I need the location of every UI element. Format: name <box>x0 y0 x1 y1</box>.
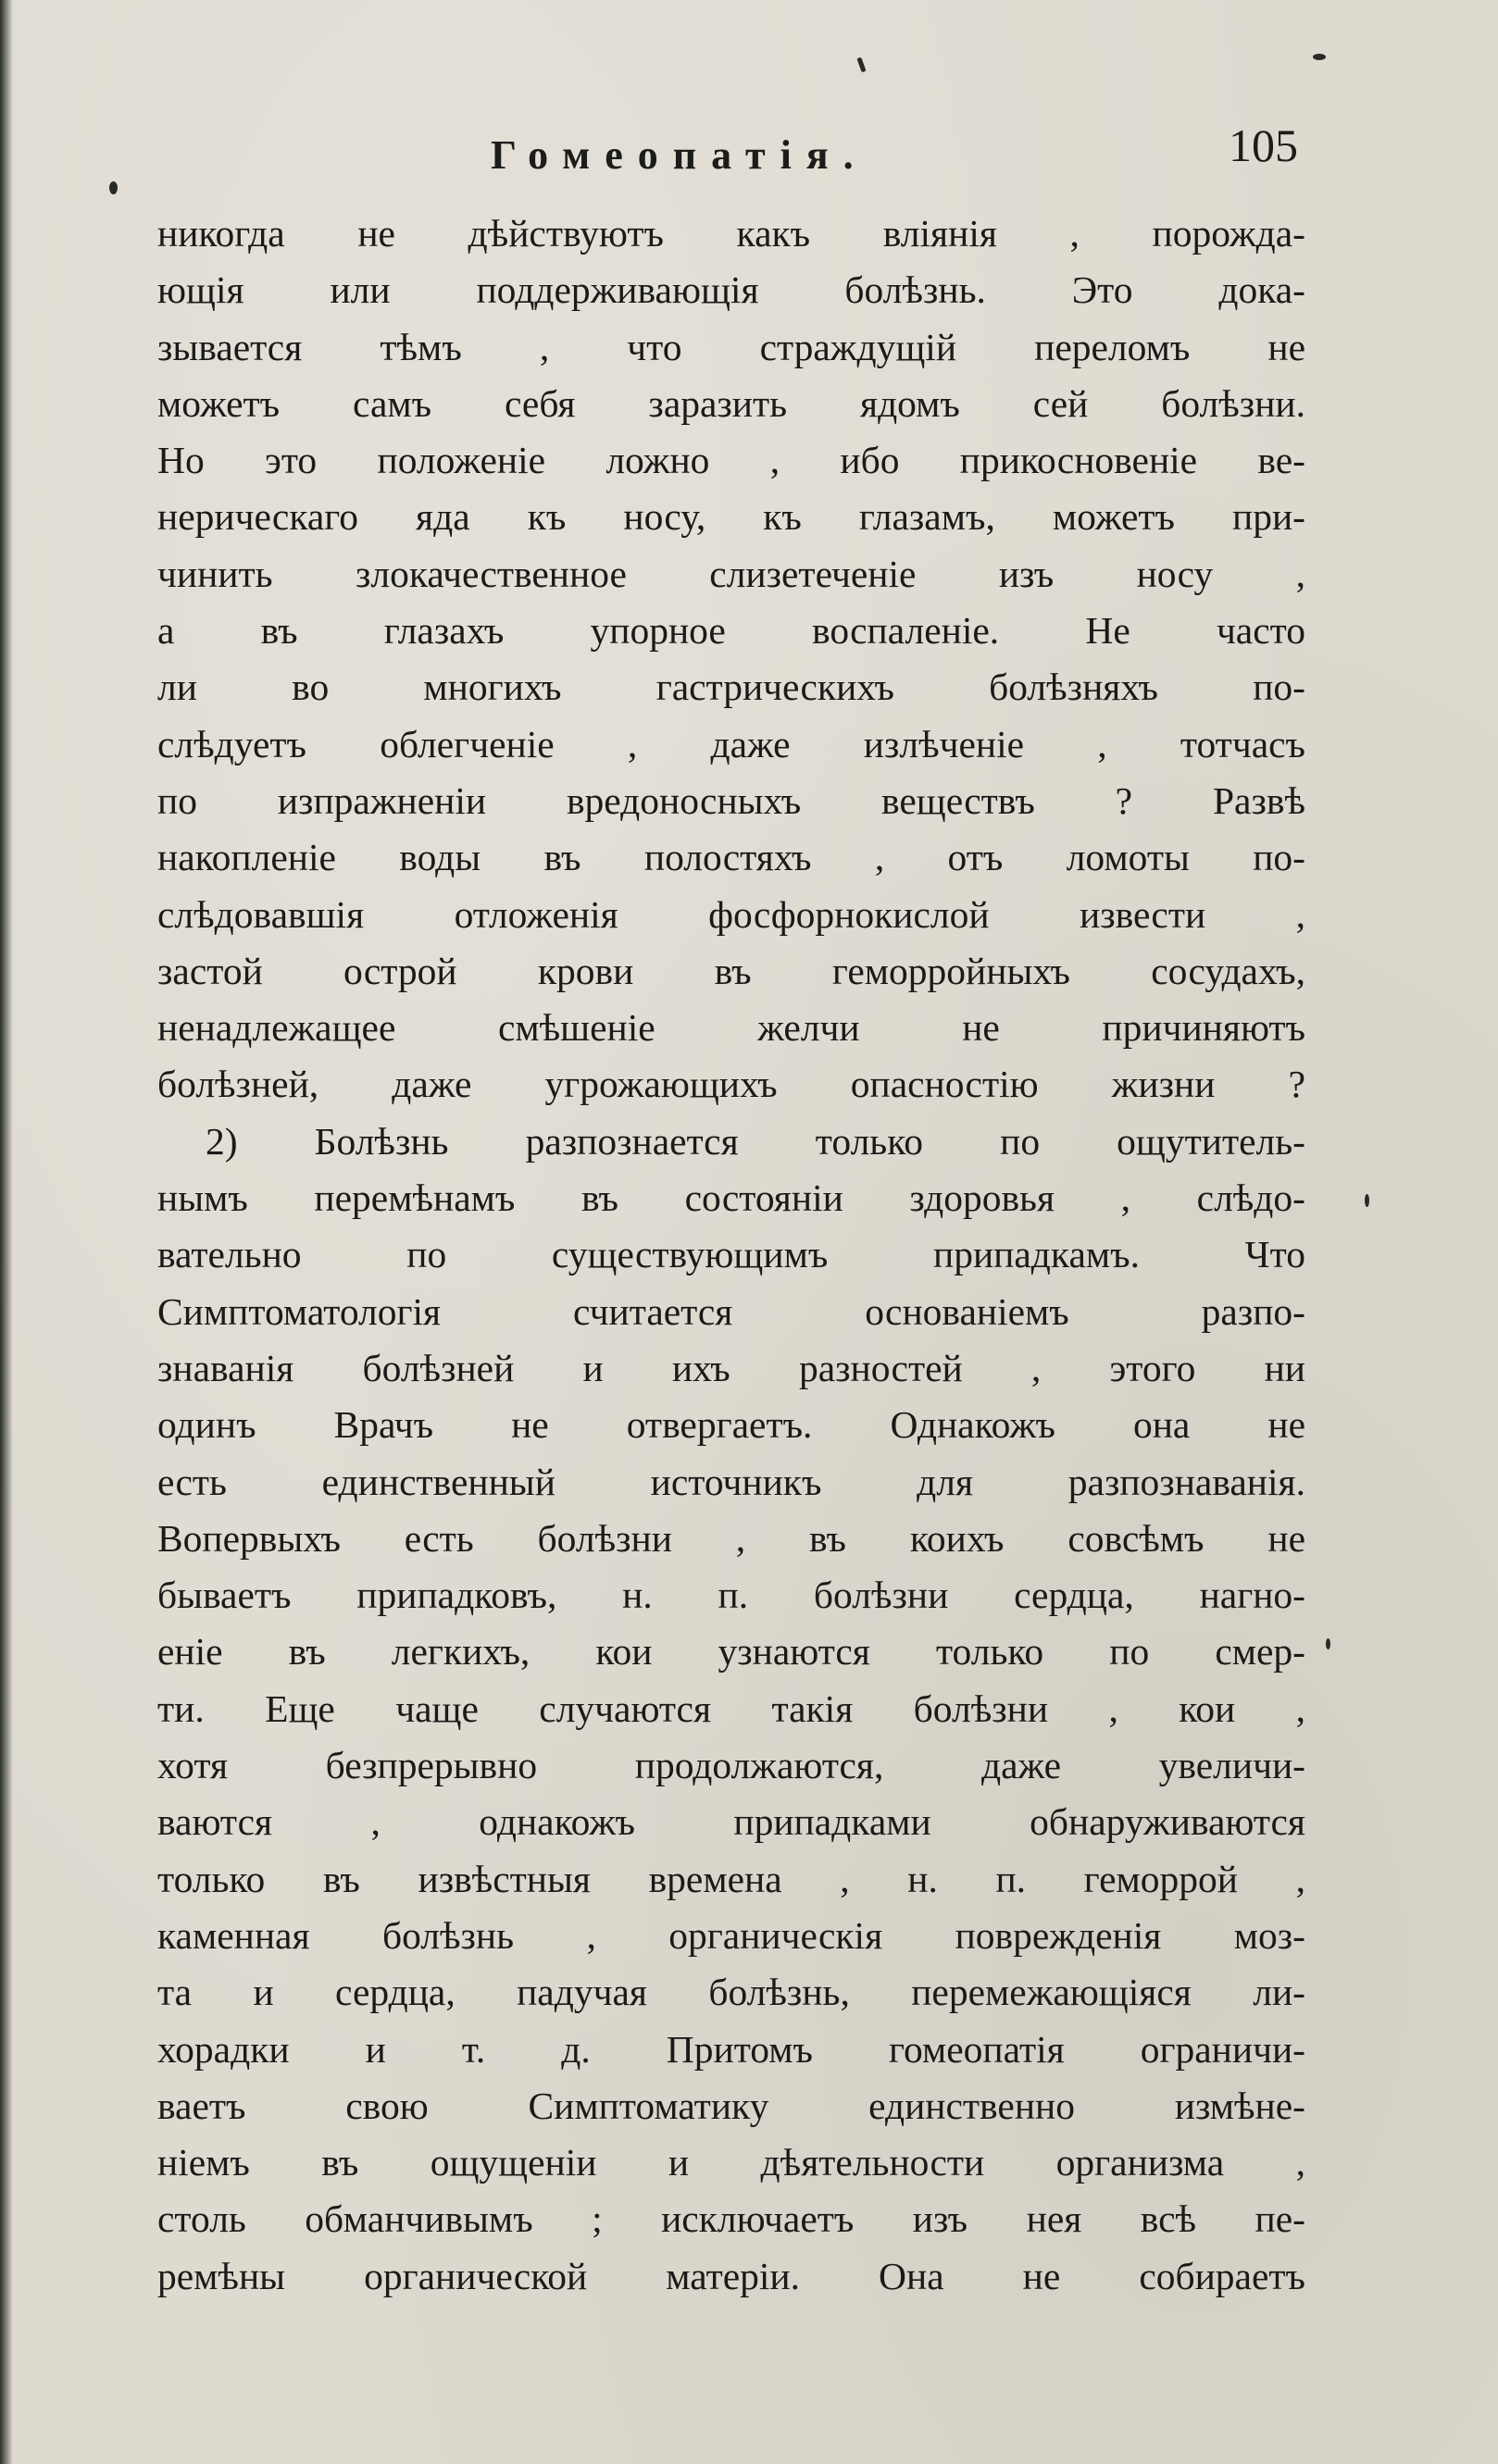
text-line: 2) Болѣзнь разпознается только по ощутитель- <box>206 1119 1305 1163</box>
text-line: никогда не дѣйствуютъ какъ вліянія , порожда- <box>157 212 1305 255</box>
text-line: ніемъ въ ощущеніи и дѣятельности организма , <box>157 2141 1305 2184</box>
text-line: еніе въ легкихъ, кои узнаются только по смер- <box>157 1630 1305 1674</box>
text-line: бываетъ припадковъ, н. п. болѣзни сердца, нагно- <box>157 1574 1305 1617</box>
ink-speck <box>1313 54 1326 60</box>
text-line: чинить злокачественное слизетеченіе изъ носу , <box>157 552 1305 595</box>
text-line: ти. Еще чаще случаются такія болѣзни , кои , <box>157 1686 1305 1730</box>
text-line: только въ извѣстныя времена , н. п. геморрой , <box>157 1857 1305 1900</box>
text-line: ваетъ свою Симптоматику единственно измѣне- <box>157 2084 1305 2127</box>
text-line: слѣдуетъ облегченіе , даже излѣченіе , тотчасъ <box>157 722 1305 765</box>
text-line: каменная болѣзнь , органическія поврежденія моз- <box>157 1913 1305 1957</box>
text-line: ющія или поддерживающія болѣзнь. Это дока- <box>157 268 1305 312</box>
text-line: одинъ Врачъ не отвергаетъ. Однакожъ она не <box>157 1403 1305 1447</box>
page-number: 105 <box>1229 119 1298 171</box>
text-line: накопленіе воды въ полостяхъ , отъ ломоты по- <box>157 836 1305 879</box>
text-line: знаванія болѣзней и ихъ разностей , этого ни <box>157 1346 1305 1389</box>
ink-speck <box>109 181 118 194</box>
text-line: нымъ перемѣнамъ въ состояніи здоровья , слѣдо- <box>157 1176 1305 1220</box>
text-line: хотя безпрерывно продолжаются, даже увеличи- <box>157 1744 1305 1787</box>
body-text <box>157 205 1305 2305</box>
text-line: болѣзней, даже угрожающихъ опасностію жизни ? <box>157 1063 1305 1106</box>
text-line: Симптоматологія считается основаніемъ разпо- <box>157 1289 1305 1333</box>
text-line: слѣдовавшія отложенія фосфорнокислой извести , <box>157 892 1305 936</box>
text-line: Но это положеніе ложно , ибо прикосновеніе ве- <box>157 439 1305 482</box>
text-line: ли во многихъ гастрическихъ болѣзняхъ по- <box>157 666 1305 709</box>
text-line: ремѣны органической матеріи. Она не собираетъ <box>157 2254 1305 2297</box>
text-line: по изпражненіи вредоносныхъ веществъ ? Развѣ <box>157 778 1305 822</box>
text-line: Вопервыхъ есть болѣзни , въ коихъ совсѣмъ не <box>157 1516 1305 1560</box>
text-line: вательно по существующимъ припадкамъ. Что <box>157 1233 1305 1276</box>
text-line: ваются , однакожъ припадками обнаруживаются <box>157 1800 1305 1844</box>
ink-speck <box>856 57 866 73</box>
text-line: ненадлежащее смѣшеніе желчи не причиняютъ <box>157 1006 1305 1050</box>
ink-speck <box>1326 1638 1330 1649</box>
text-line: а въ глазахъ упорное воспаленіе. Не часто <box>157 609 1305 653</box>
ink-speck <box>1365 1194 1369 1207</box>
running-title: Гомеопатія. <box>491 132 868 178</box>
text-line: есть единственный источникъ для разпознаванія. <box>157 1460 1305 1503</box>
text-line: можетъ самъ себя заразить ядомъ сей болѣзни. <box>157 381 1305 425</box>
text-line: столь обманчивымъ ; исключаетъ изъ нея всѣ пе- <box>157 2197 1305 2241</box>
page-edge-shadow <box>0 0 13 2464</box>
text-line: та и сердца, падучая болѣзнь, перемежающіяся ли- <box>157 1971 1305 2014</box>
text-line: нерическаго яда къ носу, къ глазамъ, можетъ при- <box>157 495 1305 539</box>
text-line: застой острой крови въ геморройныхъ сосудахъ, <box>157 949 1305 992</box>
text-line: зывается тѣмъ , что страждущій переломъ не <box>157 325 1305 368</box>
text-line: хорадки и т. д. Притомъ гомеопатія ограничи- <box>157 2027 1305 2071</box>
page-header <box>157 118 1305 193</box>
